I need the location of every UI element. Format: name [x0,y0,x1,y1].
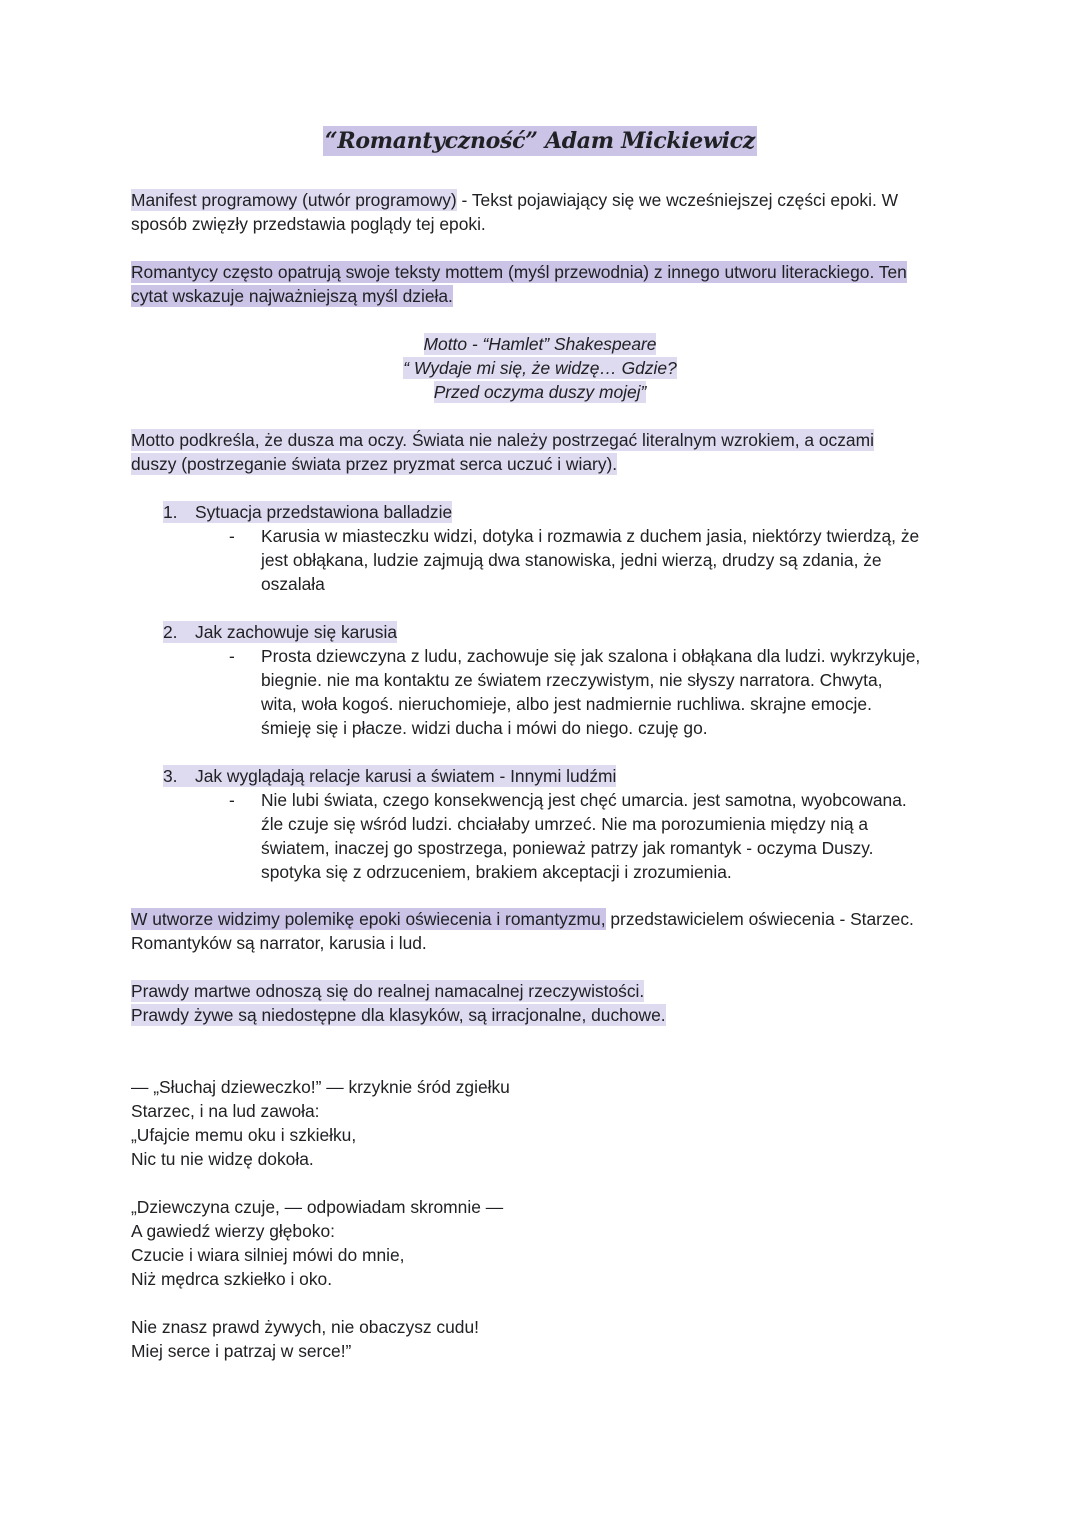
list-item-2-line-1: Prosta dziewczyna z ludu, zachowuje się jak szalona i obłąkana dla ludzi. wykrzykuje, [261,646,921,666]
page-title [0,128,1080,154]
list-item-2-line-2: biegnie. nie ma kontaktu ze światem rzeczywistym, nie słyszy narratora. Chwyta, [261,670,883,690]
list-item-1-dash: - [229,526,235,546]
poem-line: Nic tu nie widzę dokoła. [131,1149,314,1169]
list-item-3-line-4: spotyka się z odrzuceniem, brakiem akceptacji i zrozumienia. [261,862,732,882]
list-item-3-title: 3. Jak wyglądają relacje karusi a światem - Innymi ludźmi [163,766,617,786]
list-item-1-title: 1. Sytuacja przedstawiona balladzie [163,502,453,522]
poem-line: Nie znasz prawd żywych, nie obaczysz cudu! [131,1317,479,1337]
motto-meaning-line-2: duszy (postrzeganie świata przez pryzmat serca uczuć i wiary). [131,454,618,474]
list-item-2-line-4: śmieję się i płacze. widzi ducha i mówi do niego. czuję go. [261,718,708,738]
list-item-2-dash: - [229,646,235,666]
list-item-1-line-3: oszalała [261,574,325,594]
polemic-line-2: Romantyków są narrator, karusia i lud. [131,933,427,953]
list-item-3-line-1: Nie lubi świata, czego konsekwencją jest chęć umarcia. jest samotna, wyobcowana. [261,790,907,810]
motto-intro-line-1: Romantycy często opatrują swoje teksty mottem (myśl przewodnia) z innego utworu literackiego. Ten [131,262,907,282]
motto-line-2: “ Wydaje mi się, że widzę… Gdzie? [403,358,677,378]
poem-line: A gawiedź wierzy głęboko: [131,1221,335,1241]
motto-line-1: Motto - “Hamlet” Shakespeare [423,334,657,354]
polemic-line-1: W utworze widzimy polemikę epoki oświecenia i romantyzmu, przedstawicielem oświecenia - Starzec. [131,909,914,929]
motto-meaning-line-1: Motto podkreśla, że dusza ma oczy. Świata nie należy postrzegać literalnym wzrokiem, a oczami [131,430,874,450]
list-item-2-line-3: wita, woła kogoś. nieruchomieje, albo jest nadmiernie ruchliwa. skrajne emocje. [261,694,872,714]
motto-intro-line-2: cytat wskazuje najważniejszą myśl dzieła. [131,286,453,306]
manifest-line-1: Manifest programowy (utwór programowy) - Tekst pojawiający się we wcześniejszej części epoki. W [131,190,899,210]
poem-line: Miej serce i patrzaj w serce!” [131,1341,352,1361]
poem-line: Czucie i wiara silniej mówi do mnie, [131,1245,405,1265]
poem-line: „Dziewczyna czuje, — odpowiadam skromnie — [131,1197,504,1217]
list-item-1-line-2: jest obłąkana, ludzie zajmują dwa stanowiska, jedni wierzą, drudzy są zdania, że [261,550,882,570]
poem-line: — „Słuchaj dzieweczko!” — krzyknie śród zgiełku [131,1077,510,1097]
poem-line: Niż mędrca szkiełko i oko. [131,1269,333,1289]
list-item-2-title: 2. Jak zachowuje się karusia [163,622,398,642]
poem-line: Starzec, i na lud zawoła: [131,1101,320,1121]
manifest-line-2: sposób zwięzły przedstawia poglądy tej epoki. [131,214,486,234]
list-item-3-line-2: źle czuje się wśród ludzi. chciałaby umrzeć. Nie ma porozumienia między nią a [261,814,868,834]
list-item-3-line-3: światem, inaczej go spostrzega, ponieważ patrzy jak romantyk - oczyma Duszy. [261,838,874,858]
list-item-1-line-1: Karusia w miasteczku widzi, dotyka i rozmawia z duchem jasia, niektórzy twierdzą, że [261,526,920,546]
dead-truths-line: Prawdy martwe odnoszą się do realnej namacalnej rzeczywistości. [131,981,645,1001]
motto-line-3: Przed oczyma duszy mojej” [433,382,647,402]
poem-line: „Ufajcie memu oku i szkiełku, [131,1125,357,1145]
title-text: “Romantyczność” Adam Mickiewicz [325,128,755,154]
list-item-3-dash: - [229,790,235,810]
alive-truths-line: Prawdy żywe są niedostępne dla klasyków, są irracjonalne, duchowe. [131,1005,666,1025]
manifest-term: Manifest programowy (utwór programowy) [131,190,457,210]
